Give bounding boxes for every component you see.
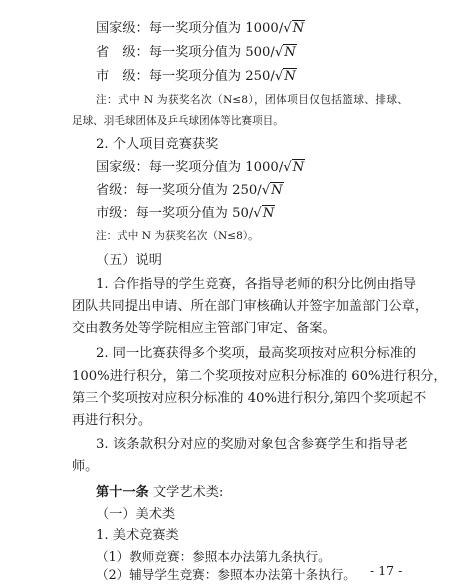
sqrt-n: √N xyxy=(274,69,296,84)
explanation-p1-line1: 1. 合作指导的学生竞赛，各指导老师的积分比例由指导 xyxy=(96,277,417,292)
level-label: 省级： xyxy=(96,183,136,198)
sqrt-n: √N xyxy=(283,21,305,36)
explanation-p2-line2: 100%进行积分，第二个奖项按对应积分标准的 60%进行积分， xyxy=(72,369,447,384)
individual-note: 注：式中 N 为获奖名次（N≤8）。 xyxy=(96,230,259,242)
level-label: 市级： xyxy=(96,206,136,221)
individual-national-line xyxy=(96,159,305,177)
level-label: 国家级： xyxy=(96,160,149,175)
level-label: 国家级： xyxy=(96,21,149,36)
team-national-line xyxy=(96,20,305,38)
article11-title: 第十一条 xyxy=(96,485,149,500)
page-number: - 17 - xyxy=(370,563,403,578)
score-text: 每一奖项分值为 1000/ xyxy=(148,160,284,175)
sqrt-n: √N xyxy=(261,183,283,198)
sub-student-competition: （2）辅导学生竞赛：参照本办法第十条执行。 xyxy=(96,567,356,582)
sqrt-n: √N xyxy=(274,45,296,60)
explanation-p2-line1: 2. 同一比赛获得多个奖项，最高奖项按对应积分标准的 xyxy=(96,346,417,361)
score-text: 每一奖项分值为 250/ xyxy=(148,69,275,84)
level-label: 市 级： xyxy=(96,69,149,84)
individual-heading: 2. 个人项目竞赛获奖 xyxy=(96,137,219,152)
sqrt-n: √N xyxy=(283,160,305,175)
article11-line xyxy=(96,484,223,502)
individual-city-line xyxy=(96,205,275,223)
explanation-heading: （五）说明 xyxy=(96,253,162,268)
team-note-line2: 足球、羽毛球团体及乒乓球团体等比赛项目。 xyxy=(72,115,284,127)
explanation-p3-line2: 师。 xyxy=(72,459,99,474)
individual-provincial-line xyxy=(96,182,284,200)
explanation-p2-line4: 再进行积分。 xyxy=(72,413,152,428)
explanation-p1-line3: 交由教务处等学院相应主管部门审定、备案。 xyxy=(72,321,336,336)
team-city-line xyxy=(96,68,297,86)
team-provincial-line xyxy=(96,44,297,62)
score-text: 每一奖项分值为 500/ xyxy=(148,45,275,60)
sub-teacher-competition: （1）教师竞赛：参照本办法第九条执行。 xyxy=(96,549,331,564)
score-text: 每一奖项分值为 250/ xyxy=(135,183,262,198)
explanation-p2-line3: 第三个奖项按对应积分标准的 40%进行积分,第四个奖项起不 xyxy=(72,391,427,406)
score-text: 每一奖项分值为 50/ xyxy=(135,206,254,221)
level-label: 省 级： xyxy=(96,45,149,60)
explanation-p3-line1: 3. 该条款积分对应的奖励对象包含参赛学生和指导老 xyxy=(96,437,408,452)
section-art: （一）美术类 xyxy=(96,507,176,522)
explanation-p1-line2: 团队共同提出申请、所在部门审核确认并签字加盖部门公章， xyxy=(72,299,429,314)
item-art-competition: 1. 美术竞赛类 xyxy=(96,528,179,543)
score-text: 每一奖项分值为 1000/ xyxy=(148,21,284,36)
team-note-line1: 注：式中 N 为获奖名次（N≤8），团体项目仅包括篮球、排球、 xyxy=(96,94,408,106)
sqrt-n: √N xyxy=(253,206,275,221)
article11-subtitle: 文学艺术类: xyxy=(152,485,224,500)
